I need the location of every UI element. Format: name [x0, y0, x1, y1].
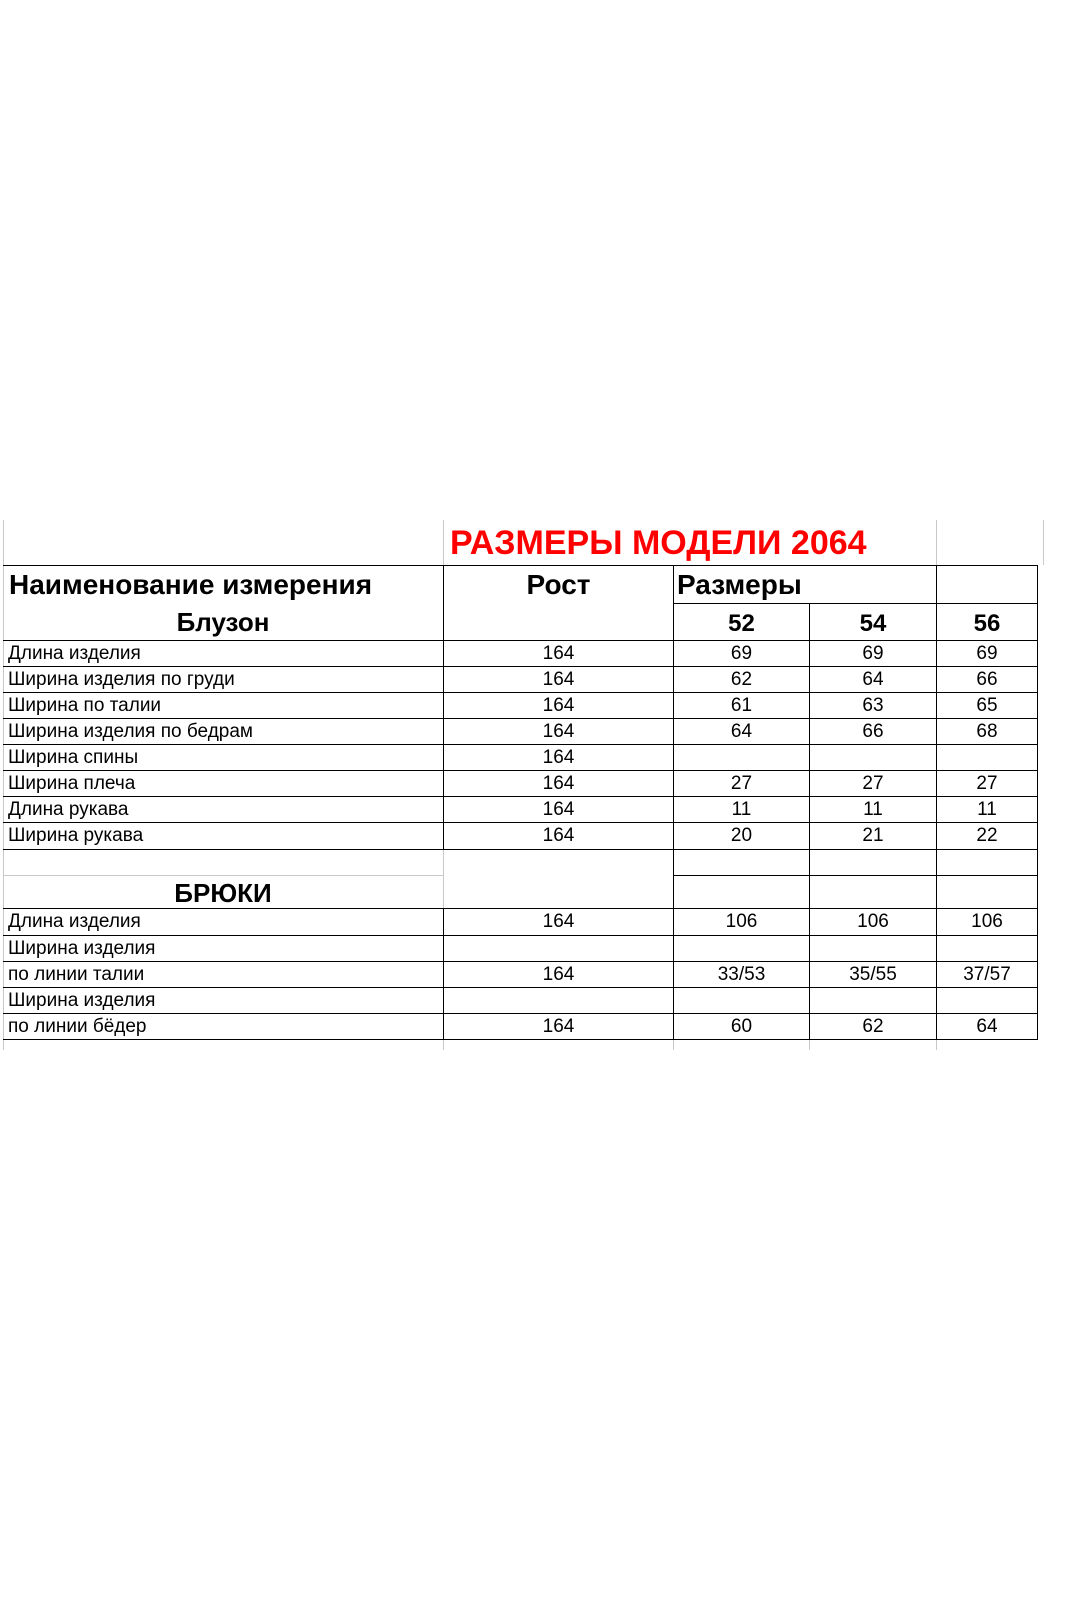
- size-value: [937, 936, 1037, 962]
- row-label: Ширина спины: [8, 747, 139, 768]
- size-value: 106: [857, 911, 889, 932]
- height-value: 164: [542, 964, 575, 985]
- size-value: 64: [976, 1016, 998, 1037]
- size-value: 62: [862, 1016, 884, 1037]
- grid-line: [809, 1040, 810, 1050]
- size-value: 22: [976, 825, 998, 846]
- height-value: 164: [542, 643, 575, 664]
- size-value: 106: [725, 911, 758, 932]
- size-value: 69: [976, 643, 998, 664]
- height-value: 164: [542, 747, 575, 768]
- grid-line: [443, 1040, 444, 1050]
- size-value: 106: [971, 911, 1003, 932]
- size-value: 33/53: [717, 964, 766, 985]
- size-value: 66: [862, 721, 884, 742]
- grid-line: [673, 875, 1038, 876]
- size-value: 27: [862, 773, 884, 794]
- size-56: 56: [973, 610, 1001, 637]
- row-label: Ширина изделия по груди: [8, 669, 235, 690]
- row-label: Длина изделия: [8, 643, 141, 664]
- row-label: Длина рукава: [8, 799, 129, 820]
- height-value: 164: [542, 1016, 575, 1037]
- size-value: 60: [730, 1016, 753, 1037]
- size-value: 11: [863, 799, 883, 820]
- height-value: [444, 936, 673, 962]
- size-value: [937, 988, 1037, 1014]
- grid-line: [1037, 565, 1038, 1040]
- grid-line: [1043, 520, 1044, 565]
- size-value: 63: [862, 695, 884, 716]
- height-value: 164: [542, 799, 575, 820]
- size-value: 64: [730, 721, 753, 742]
- size-value: 35/55: [849, 964, 897, 985]
- row-label: по линии талии: [8, 964, 145, 985]
- height-value: 164: [542, 669, 575, 690]
- size-value: 66: [976, 669, 998, 690]
- size-54: 54: [859, 610, 887, 637]
- grid-line: [443, 850, 444, 908]
- row-label: Ширина изделия по бедрам: [8, 721, 253, 742]
- size-value: 69: [862, 643, 884, 664]
- height-value: 164: [542, 825, 575, 846]
- size-value: [810, 745, 936, 771]
- row-label: Ширина изделия: [8, 938, 156, 959]
- height-value: [444, 988, 673, 1014]
- height-value: 164: [542, 773, 575, 794]
- row-label: Ширина изделия: [8, 990, 156, 1011]
- size-value: [674, 745, 809, 771]
- size-value: 11: [731, 799, 752, 820]
- size-value: 37/57: [963, 964, 1011, 985]
- size-value: 69: [730, 643, 753, 664]
- grid-line: [3, 849, 1038, 850]
- header-sizes: Размеры: [677, 569, 802, 600]
- size-value: 61: [730, 695, 753, 716]
- size-value: [674, 988, 809, 1014]
- grid-line: [936, 520, 937, 565]
- size-chart-sheet: [3, 0, 1063, 1600]
- size-value: [810, 988, 936, 1014]
- height-value: 164: [542, 721, 575, 742]
- row-label: Ширина плеча: [8, 773, 136, 794]
- section-title-trousers: БРЮКИ: [174, 878, 272, 908]
- row-label: по линии бёдер: [8, 1016, 147, 1037]
- size-value: 68: [976, 721, 998, 742]
- size-value: 62: [730, 669, 753, 690]
- grid-line: [936, 1040, 937, 1050]
- size-value: 21: [862, 825, 884, 846]
- size-52: 52: [728, 610, 755, 637]
- header-height: Рост: [526, 569, 591, 600]
- height-value: 164: [542, 695, 575, 716]
- size-value: 20: [730, 825, 753, 846]
- size-value: [674, 936, 809, 962]
- grid-line: [443, 520, 444, 565]
- size-value: 64: [862, 669, 884, 690]
- size-value: 11: [977, 799, 997, 820]
- size-value: 65: [976, 695, 998, 716]
- height-value: 164: [542, 911, 575, 932]
- size-value: [810, 936, 936, 962]
- grid-line: [673, 1040, 674, 1050]
- page-title: РАЗМЕРЫ МОДЕЛИ 2064: [450, 524, 867, 562]
- row-label: Длина изделия: [8, 911, 141, 932]
- row-label: Ширина рукава: [8, 825, 144, 846]
- section-title-blouse: Блузон: [176, 607, 270, 637]
- size-value: 27: [730, 773, 753, 794]
- grid-line: [3, 520, 4, 1050]
- size-value: [937, 745, 1037, 771]
- size-value: 27: [976, 773, 998, 794]
- row-label: Ширина по талии: [8, 695, 162, 716]
- header-measurement: Наименование измерения: [9, 569, 373, 600]
